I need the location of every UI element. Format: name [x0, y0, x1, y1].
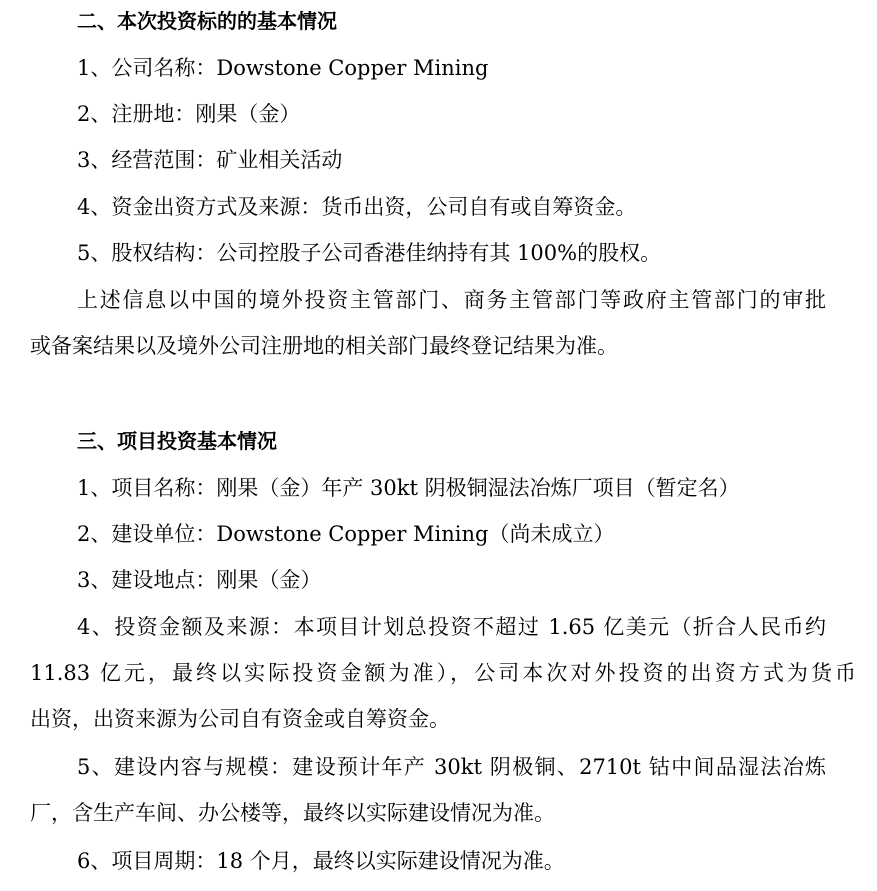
section-3-item-investment-line-1: 4、投资金额及来源：本项目计划总投资不超过 1.65 亿美元（折合人民币约	[77, 615, 826, 639]
section-3-item-investment-line-3: 出资，出资来源为公司自有资金或自筹资金。	[30, 707, 450, 731]
section-3-item-scale-line-2: 厂，含生产车间、办公楼等，最终以实际建设情况为准。	[30, 801, 555, 825]
section-2-note-line-1: 上述信息以中国的境外投资主管部门、商务主管部门等政府主管部门的审批	[77, 288, 826, 312]
section-2-item-company-name: 1、公司名称：Dowstone Copper Mining	[77, 56, 489, 80]
section-2-item-registration: 2、注册地：刚果（金）	[77, 102, 301, 126]
section-3-heading: 三、项目投资基本情况	[77, 429, 277, 453]
section-3-item-builder: 2、建设单位：Dowstone Copper Mining（尚未成立）	[77, 522, 615, 546]
section-2-heading: 二、本次投资标的的基本情况	[77, 9, 337, 33]
section-2-item-business-scope: 3、经营范围：矿业相关活动	[77, 148, 343, 172]
section-2-note-line-2: 或备案结果以及境外公司注册地的相关部门最终登记结果为准。	[30, 334, 618, 358]
section-3-item-period: 6、项目周期：18 个月，最终以实际建设情况为准。	[77, 849, 565, 873]
section-2-item-funding: 4、资金出资方式及来源：货币出资，公司自有或自筹资金。	[77, 195, 637, 219]
section-3-item-location: 3、建设地点：刚果（金）	[77, 568, 322, 592]
section-2-item-equity: 5、股权结构：公司控股子公司香港佳纳持有其 100%的股权。	[77, 241, 662, 265]
section-3-item-investment-line-2: 11.83 亿元，最终以实际投资金额为准），公司本次对外投资的出资方式为货币	[30, 661, 856, 685]
section-3-item-scale-line-1: 5、建设内容与规模：建设预计年产 30kt 阴极铜、2710t 钴中间品湿法冶炼	[77, 755, 826, 779]
section-3-item-project-name: 1、项目名称：刚果（金）年产 30kt 阴极铜湿法冶炼厂项目（暂定名）	[77, 476, 740, 500]
